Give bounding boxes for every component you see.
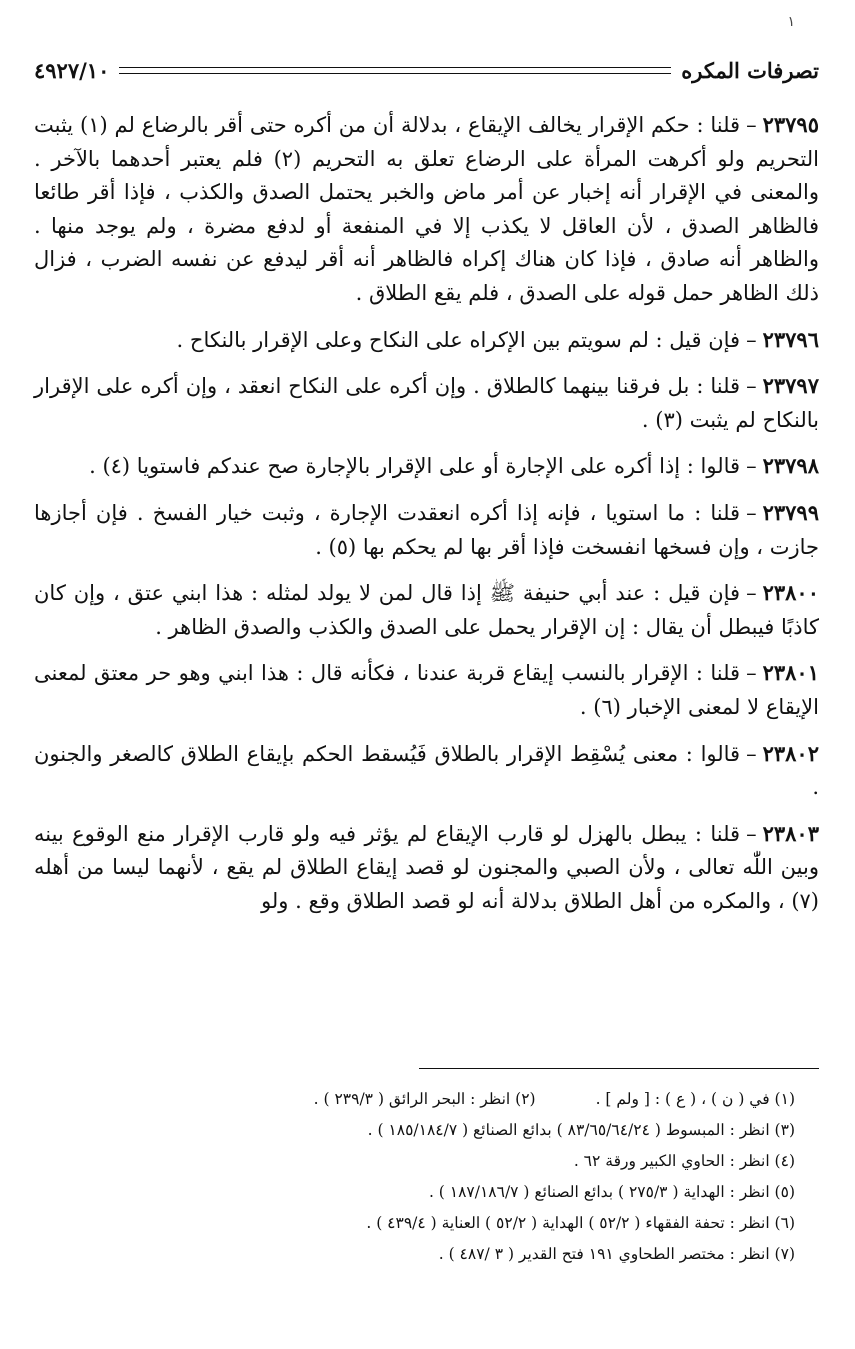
paragraph-text: قالوا : إذا أكره على الإجارة أو على الإقرار بالإجارة صح عندكم فاستويا (٤) . xyxy=(89,454,741,479)
paragraph-text: فإن قيل : عند أبي حنيفة ﷺ إذا قال لمن لا يولد لمثله : هذا ابني عتق ، وإن كان كاذبًا فيبطل أن يقال : إن الإقرار يحمل على الصدق والكذب والصدق الظاهر . xyxy=(34,581,819,639)
paragraph: ٢٣٨٠٣–قلنا : يبطل بالهزل لو قارب الإيقاع لم يؤثر فيه ولو قارب الإقرار منع الوقوع بينه وبين اللّٰه تعالى ، ولأن الصبي والمجنون لو قصد إيقاع الطلاق لم يقع ، لأنهما ليسا من أهله (٧) ، والمكره من أهل الطلاق بدلالة أنه لو قصد الطلاق وقع . ولو xyxy=(34,820,819,913)
paragraph-number: ٢٣٧٩٦ xyxy=(762,326,819,352)
paragraph-text: فإن قيل : لم سويتم بين الإكراه على النكاح وعلى الإقرار بالنكاح . xyxy=(176,327,741,352)
paragraph-text: قلنا : بل فرقنا بينهما كالطلاق . وإن أكره على النكاح انعقد ، وإن أكره على الإقرار بالنكاح لم يثبت (٣) . xyxy=(34,374,819,432)
main-text xyxy=(34,108,819,930)
paragraph: ٢٣٧٩٩–قلنا : ما استويا ، فإنه إذا أكره انعقدت الإجارة ، وثبت خيار الفسخ . فإن أجازها جازت ، وإن فسخها انفسخت فإذا أقر بها لم يحكم بها (٥) . xyxy=(34,499,819,559)
paragraph-text: قلنا : يبطل بالهزل لو قارب الإيقاع لم يؤثر فيه ولو قارب الإقرار منع الوقوع بينه وبين اللّٰه تعالى ، ولأن الصبي والمجنون لو قصد إيقاع الطلاق لم يقع ، لأنهما ليسا من أهله (٧) ، والمكره من أهل الطلاق بدلالة أنه لو قصد الطلاق وقع . ولو xyxy=(34,821,819,913)
paragraph-number: ٢٣٧٩٥ xyxy=(762,112,819,137)
footnote-separator xyxy=(419,1068,819,1069)
header-rule xyxy=(119,67,671,74)
paragraph-text: قلنا : حكم الإقرار يخالف الإيقاع ، بدلالة أن من أكره حتى أقر بالرضاع لم (١) يثبت التحريم ولو أكرهت المرأة على الرضاع تعلق به التحريم (٢) فلم يعتبر أحدهما بالآخر . والمعنى في الإقرار أنه إخبار عن أمر ماض والخبر يحتمل الصدق والكذب ، فإذا أقر طائعا فالظاهر الصدق ، لأن العاقل لا يكذب إلا في المنفعة أو لدفع مضرة ، ولم يوجد منها . والظاهر أنه صادق ، فإذا كان هناك إكراه فالظاهر أنه أقر ليدفع عن نفسه الضرب ، فزال ذلك الظاهر حمل قوله على الصدق ، فلم يقع الطلاق . xyxy=(34,113,819,305)
paragraph: ٢٣٨٠١–قلنا : الإقرار بالنسب إيقاع قربة عندنا ، فكأنه قال : هذا ابني وهو حر معتق لمعنى الإيقاع لا لمعنى الإخبار (٦) . xyxy=(34,660,819,719)
page-number: ٤٩٢٧/١٠ xyxy=(34,57,110,83)
paragraph: ٢٣٨٠٢–قالوا : معنى يُسْقِط الإقرار بالطلاق فَيُسقط الحكم بإيقاع الطلاق كالصغر والجنون . xyxy=(34,740,819,800)
paragraph-number: ٢٣٨٠١ xyxy=(762,660,819,686)
page-header xyxy=(34,50,819,90)
paragraph: ٢٣٧٩٨–قالوا : إذا أكره على الإجارة أو على الإقرار بالإجارة صح عندكم فاستويا (٤) . xyxy=(89,453,819,479)
paragraph-text: قالوا : معنى يُسْقِط الإقرار بالطلاق فَيُسقط الحكم بإيقاع الطلاق كالصغر والجنون . xyxy=(34,741,819,800)
corner-mark: ١ xyxy=(787,14,795,30)
footnote-line xyxy=(40,1084,795,1115)
footnote-line xyxy=(40,1146,795,1177)
footnote: (٥) انظر : الهداية ( ٢٧٥/٣ ) بدائع الصنائع ( ١٨٧/١٨٦/٧ ) . xyxy=(428,1183,795,1201)
footnote: (٧) انظر : مختصر الطحاوي ١٩١ فتح القدير ( ٣ /٤٨٧ ) . xyxy=(438,1245,795,1263)
footnote-line xyxy=(40,1208,795,1239)
paragraph-number: ٢٣٧٩٩ xyxy=(762,499,819,525)
footnote-line xyxy=(40,1177,795,1208)
footnote: (٦) انظر : تحفة الفقهاء ( ٥٢/٢ ) الهداية ( ٥٢/٢ ) العناية ( ٤٣٩/٤ ) . xyxy=(366,1214,795,1232)
footnote: (١) في ( ن ) ، ( ع ) : [ ولم ] . xyxy=(595,1090,795,1108)
paragraph: ٢٣٧٩٧–قلنا : بل فرقنا بينهما كالطلاق . وإن أكره على النكاح انعقد ، وإن أكره على الإقرار بالنكاح لم يثبت (٣) . xyxy=(34,373,819,432)
running-title: تصرفات المكره xyxy=(681,57,819,83)
paragraph: ٢٣٨٠٠–فإن قيل : عند أبي حنيفة ﷺ إذا قال لمن لا يولد لمثله : هذا ابني عتق ، وإن كان كاذبًا فيبطل أن يقال : إن الإقرار يحمل على الصدق والكذب والصدق الظاهر . xyxy=(34,580,819,639)
paragraph-number: ٢٣٧٩٧ xyxy=(762,373,819,399)
footnote: (٢) انظر : البحر الرائق ( ٢٣٩/٣ ) . xyxy=(313,1090,536,1108)
footnotes xyxy=(40,1084,795,1270)
paragraph: ٢٣٧٩٦–فإن قيل : لم سويتم بين الإكراه على النكاح وعلى الإقرار بالنكاح . xyxy=(176,326,819,352)
paragraph-number: ٢٣٨٠٢ xyxy=(762,740,819,766)
footnote: (٣) انظر : المبسوط ( ٨٣/٦٥/٦٤/٢٤ ) بدائع الصنائع ( ١٨٥/١٨٤/٧ ) . xyxy=(367,1121,795,1139)
paragraph-number: ٢٣٧٩٨ xyxy=(762,453,819,479)
footnote-line xyxy=(40,1239,795,1270)
footnote-line xyxy=(40,1115,795,1146)
paragraph-number: ٢٣٨٠٠ xyxy=(762,580,819,606)
footnote: (٤) انظر : الحاوي الكبير ورقة ٦٢ . xyxy=(573,1152,795,1170)
paragraph-number: ٢٣٨٠٣ xyxy=(762,820,819,846)
paragraph: ٢٣٧٩٥–قلنا : حكم الإقرار يخالف الإيقاع ، بدلالة أن من أكره حتى أقر بالرضاع لم (١) يثبت التحريم ولو أكرهت المرأة على الرضاع تعلق به التحريم (٢) فلم يعتبر أحدهما بالآخر . والمعنى في الإقرار أنه إخبار عن أمر ماض والخبر يحتمل الصدق والكذب ، فإذا أقر طائعا فالظاهر الصدق ، لأن العاقل لا يكذب إلا في المنفعة أو لدفع مضرة ، ولم يوجد منها . والظاهر أنه صادق ، فإذا كان هناك إكراه فالظاهر أنه أقر ليدفع عن نفسه الضرب ، فزال ذلك الظاهر حمل قوله على الصدق ، فلم يقع الطلاق . xyxy=(34,112,819,305)
paragraph-text: قلنا : ما استويا ، فإنه إذا أكره انعقدت الإجارة ، وثبت خيار الفسخ . فإن أجازها جازت ، وإن فسخها انفسخت فإذا أقر بها لم يحكم بها (٥) . xyxy=(34,500,819,559)
paragraph-text: قلنا : الإقرار بالنسب إيقاع قربة عندنا ، فكأنه قال : هذا ابني وهو حر معتق لمعنى الإيقاع لا لمعنى الإخبار (٦) . xyxy=(34,661,819,719)
